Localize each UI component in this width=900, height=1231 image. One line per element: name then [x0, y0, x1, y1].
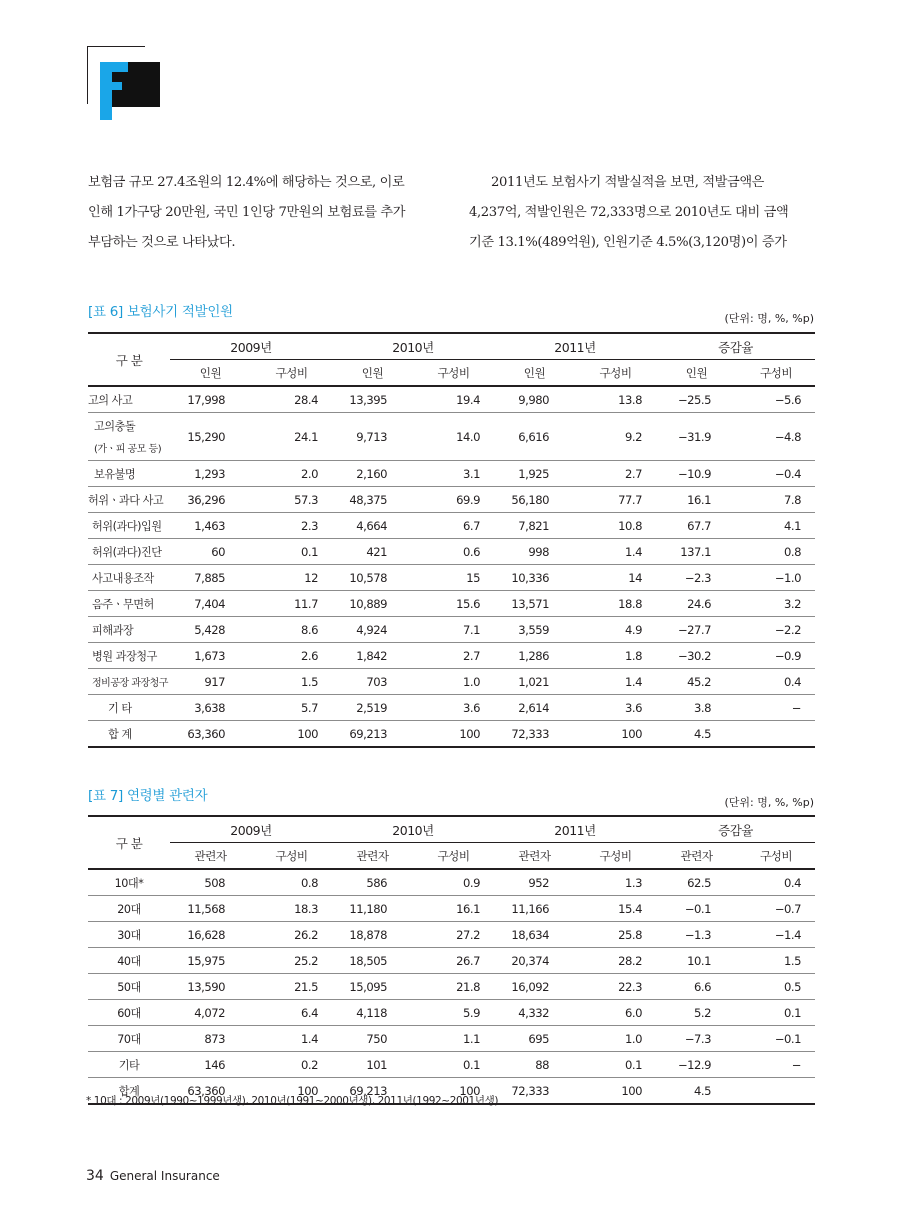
table-cell: 1.3	[575, 869, 656, 896]
group-header: 2010년	[332, 816, 494, 843]
table-cell: 10,578	[332, 565, 413, 591]
table-cell: 3.8	[656, 695, 737, 721]
row-label	[88, 413, 170, 461]
table-cell: 12	[251, 565, 332, 591]
table-cell	[737, 1078, 815, 1105]
table-row	[88, 974, 815, 1000]
table-cell: 15	[413, 565, 494, 591]
table-cell: 0.2	[251, 1052, 332, 1078]
table-cell: 5.2	[656, 1000, 737, 1026]
row-label	[88, 896, 170, 922]
page-number: 34	[86, 1168, 104, 1184]
table-cell: 22.3	[575, 974, 656, 1000]
column-header: 구성비	[737, 843, 815, 870]
row-label	[88, 948, 170, 974]
table-cell: 77.7	[575, 487, 656, 513]
table-cell: 62.5	[656, 869, 737, 896]
row-label-text: 피해과장	[92, 623, 134, 637]
table-cell: 4,664	[332, 513, 413, 539]
row-label-text: 보유불명	[94, 467, 136, 481]
table-cell: 8.6	[251, 617, 332, 643]
table-cell: 4,924	[332, 617, 413, 643]
row-label-text: 40대	[117, 954, 141, 968]
column-header: 인원	[494, 360, 575, 387]
table-cell: 4,118	[332, 1000, 413, 1026]
table-cell: 17,998	[170, 386, 251, 413]
table-cell: 11.7	[251, 591, 332, 617]
table-row	[88, 461, 815, 487]
table-cell: 7.8	[737, 487, 815, 513]
table-cell: 16,092	[494, 974, 575, 1000]
group-header: 2009년	[170, 333, 332, 360]
table-cell: 2.6	[251, 643, 332, 669]
row-label	[88, 869, 170, 896]
table-cell: 100	[413, 721, 494, 748]
table-cell: −7.3	[656, 1026, 737, 1052]
table6	[88, 332, 815, 748]
column-header: 구성비	[251, 360, 332, 387]
table-cell: 2,614	[494, 695, 575, 721]
table-cell: 20,374	[494, 948, 575, 974]
table-row	[88, 513, 815, 539]
table-cell: 67.7	[656, 513, 737, 539]
row-label	[88, 1026, 170, 1052]
row-label	[88, 669, 170, 695]
table-cell: 11,180	[332, 896, 413, 922]
table-row	[88, 487, 815, 513]
logo-frame-top	[87, 46, 145, 47]
group-header: 2010년	[332, 333, 494, 360]
row-label-text: 정비공장 과장청구	[92, 678, 168, 689]
table-row	[88, 896, 815, 922]
row-label-text: 30대	[117, 928, 141, 942]
table-cell: 0.1	[575, 1052, 656, 1078]
table-cell: 508	[170, 869, 251, 896]
table6-caption: [표 6] 보험사기 적발인원	[88, 304, 233, 320]
table-cell: 3.1	[413, 461, 494, 487]
table-cell: −25.5	[656, 386, 737, 413]
table-cell: 6.0	[575, 1000, 656, 1026]
column-header: 구성비	[737, 360, 815, 387]
table-cell: −12.9	[656, 1052, 737, 1078]
table-cell	[737, 721, 815, 748]
table-cell: 100	[575, 1078, 656, 1105]
table-cell: 15.6	[413, 591, 494, 617]
table-row	[88, 1026, 815, 1052]
table-cell: 1.1	[413, 1026, 494, 1052]
table-cell: 16.1	[656, 487, 737, 513]
row-label	[88, 1000, 170, 1026]
table-cell: 1,925	[494, 461, 575, 487]
table-row	[88, 948, 815, 974]
row-label	[88, 974, 170, 1000]
text-line: 기준 13.1%(489억원), 인원기준 4.5%(3,120명)이 증가	[469, 235, 787, 250]
table-cell: 2.3	[251, 513, 332, 539]
table-cell: −0.7	[737, 896, 815, 922]
row-label	[88, 695, 170, 721]
column-header: 구성비	[575, 843, 656, 870]
table-cell: 21.8	[413, 974, 494, 1000]
table-cell: 63,360	[170, 721, 251, 748]
table-cell: 100	[413, 1078, 494, 1105]
table-cell: 2.0	[251, 461, 332, 487]
table-cell: −0.9	[737, 643, 815, 669]
table-cell: 5,428	[170, 617, 251, 643]
table-cell: 1.5	[737, 948, 815, 974]
table-row	[88, 1000, 815, 1026]
table-cell: 1.5	[251, 669, 332, 695]
table-cell: 72,333	[494, 1078, 575, 1105]
table-cell: 4.1	[737, 513, 815, 539]
row-label-text: 허위ㆍ과다 사고	[88, 493, 164, 507]
table-cell: −1.4	[737, 922, 815, 948]
table-cell: 998	[494, 539, 575, 565]
group-header: 2011년	[494, 816, 656, 843]
table-cell: 60	[170, 539, 251, 565]
table-cell: 57.3	[251, 487, 332, 513]
group-header: 2009년	[170, 816, 332, 843]
table-row	[88, 1052, 815, 1078]
table-cell: 10,336	[494, 565, 575, 591]
column-header: 인원	[332, 360, 413, 387]
table-cell: 7,404	[170, 591, 251, 617]
table-cell: 26.2	[251, 922, 332, 948]
table-row	[88, 413, 815, 461]
logo-frame-left	[87, 46, 88, 104]
table-cell: 36,296	[170, 487, 251, 513]
table-cell: 1.0	[413, 669, 494, 695]
table-cell: 586	[332, 869, 413, 896]
table-cell: 11,568	[170, 896, 251, 922]
column-header: 인원	[170, 360, 251, 387]
table-cell: 952	[494, 869, 575, 896]
table-cell: 0.6	[413, 539, 494, 565]
table-row	[88, 922, 815, 948]
table-cell: 1,463	[170, 513, 251, 539]
table-cell: 28.4	[251, 386, 332, 413]
table-cell: 9,713	[332, 413, 413, 461]
row-label-text: 50대	[117, 980, 141, 994]
table-cell: −0.1	[656, 896, 737, 922]
table-cell: 27.2	[413, 922, 494, 948]
table-cell: 750	[332, 1026, 413, 1052]
table-row	[88, 695, 815, 721]
table-cell: 48,375	[332, 487, 413, 513]
text-line: 부담하는 것으로 나타났다.	[88, 235, 236, 250]
table-cell: 0.1	[737, 1000, 815, 1026]
table-cell: 1.4	[575, 669, 656, 695]
row-label-text: 합 계	[108, 727, 132, 741]
table-cell: 72,333	[494, 721, 575, 748]
table-cell: 13,571	[494, 591, 575, 617]
table-cell: 1,021	[494, 669, 575, 695]
table6-unit: (단위: 명, %, %p)	[724, 312, 814, 325]
column-header: 인원	[656, 360, 737, 387]
table-cell: −1.0	[737, 565, 815, 591]
column-header: 구성비	[413, 843, 494, 870]
table-cell: 63,360	[170, 1078, 251, 1105]
text-line: 2011년도 보험사기 적발실적을 보면, 적발금액은	[491, 175, 765, 190]
table-cell: −10.9	[656, 461, 737, 487]
table-cell: 100	[251, 721, 332, 748]
table-cell: 18,505	[332, 948, 413, 974]
table-cell: 28.2	[575, 948, 656, 974]
row-label-text: 20대	[117, 902, 141, 916]
table-cell: 2.7	[575, 461, 656, 487]
table-cell: 1.8	[575, 643, 656, 669]
row-label-text: 허위(과다)입원	[92, 519, 162, 533]
row-label	[88, 617, 170, 643]
table-cell: 10,889	[332, 591, 413, 617]
row-label	[88, 565, 170, 591]
table-cell: 25.8	[575, 922, 656, 948]
table-cell: 1,293	[170, 461, 251, 487]
table-cell: −5.6	[737, 386, 815, 413]
row-header: 구 분	[88, 816, 170, 869]
row-label	[88, 513, 170, 539]
table-cell: 101	[332, 1052, 413, 1078]
row-label-text: 60대	[117, 1006, 141, 1020]
table-row	[88, 591, 815, 617]
group-header: 2011년	[494, 333, 656, 360]
table-cell: 9.2	[575, 413, 656, 461]
table-row	[88, 643, 815, 669]
table7-unit: (단위: 명, %, %p)	[724, 796, 814, 809]
table-cell: 1.0	[575, 1026, 656, 1052]
text-line: 4,237억, 적발인원은 72,333명으로 2010년도 대비 금액	[469, 205, 789, 220]
row-label-text: 기 타	[108, 701, 132, 715]
table-cell: 10.8	[575, 513, 656, 539]
table-cell: −	[737, 1052, 815, 1078]
table-cell: 18,634	[494, 922, 575, 948]
table-cell: 18.8	[575, 591, 656, 617]
table-cell: −1.3	[656, 922, 737, 948]
table-row	[88, 539, 815, 565]
table-cell: 45.2	[656, 669, 737, 695]
row-label	[88, 487, 170, 513]
table-cell: −	[737, 695, 815, 721]
table-cell: 16.1	[413, 896, 494, 922]
table-cell: 15.4	[575, 896, 656, 922]
row-label	[88, 591, 170, 617]
table-cell: 1,673	[170, 643, 251, 669]
table-cell: 0.9	[413, 869, 494, 896]
table-cell: 21.5	[251, 974, 332, 1000]
table-cell: −27.7	[656, 617, 737, 643]
table-cell: 18.3	[251, 896, 332, 922]
column-header: 구성비	[413, 360, 494, 387]
table-cell: 13,395	[332, 386, 413, 413]
table-cell: 0.8	[737, 539, 815, 565]
row-label-subtext: (가ㆍ피 공모 등)	[94, 444, 162, 455]
table-cell: 6.4	[251, 1000, 332, 1026]
row-label	[88, 922, 170, 948]
row-label-text: 기타	[118, 1058, 140, 1072]
table-cell: 100	[575, 721, 656, 748]
table-cell: 0.4	[737, 669, 815, 695]
table-row	[88, 869, 815, 896]
table-cell: 3,638	[170, 695, 251, 721]
table-cell: 4,072	[170, 1000, 251, 1026]
focus-logo	[87, 46, 162, 121]
table-cell: 5.7	[251, 695, 332, 721]
table-cell: 6.6	[656, 974, 737, 1000]
table-cell: −31.9	[656, 413, 737, 461]
table-cell: 3.6	[413, 695, 494, 721]
table-cell: −2.2	[737, 617, 815, 643]
table-cell: 1,286	[494, 643, 575, 669]
table-cell: 69,213	[332, 1078, 413, 1105]
publication-title: General Insurance	[109, 1169, 220, 1183]
table-cell: 15,975	[170, 948, 251, 974]
table-cell: 7,821	[494, 513, 575, 539]
row-label-text: 고의충돌	[94, 420, 136, 433]
column-header: 구성비	[251, 843, 332, 870]
table-cell: 13,590	[170, 974, 251, 1000]
table-cell: 0.4	[737, 869, 815, 896]
table-cell: 3.2	[737, 591, 815, 617]
table-cell: 69,213	[332, 721, 413, 748]
table-cell: 695	[494, 1026, 575, 1052]
body-text-left	[88, 168, 440, 258]
body-text-right	[469, 168, 814, 258]
table-cell: 703	[332, 669, 413, 695]
table-cell: 6.7	[413, 513, 494, 539]
table-cell: 4,332	[494, 1000, 575, 1026]
row-label	[88, 1052, 170, 1078]
table-cell: 11,166	[494, 896, 575, 922]
table-row	[88, 617, 815, 643]
table-cell: 6,616	[494, 413, 575, 461]
column-header: 구성비	[575, 360, 656, 387]
table-cell: 15,095	[332, 974, 413, 1000]
table-cell: 137.1	[656, 539, 737, 565]
table-cell: −0.4	[737, 461, 815, 487]
row-label-text: 음주ㆍ무면허	[92, 597, 154, 611]
table-cell: 56,180	[494, 487, 575, 513]
row-label-text: 10대*	[114, 876, 144, 890]
row-label-text: 병원 과장청구	[92, 649, 157, 663]
table-cell: 4.5	[656, 721, 737, 748]
table-cell: −0.1	[737, 1026, 815, 1052]
table7-caption: [표 7] 연령별 관련자	[88, 788, 208, 804]
table-cell: 4.9	[575, 617, 656, 643]
table-cell: 3.6	[575, 695, 656, 721]
column-header: 관련자	[494, 843, 575, 870]
row-label-text: 고의 사고	[88, 393, 133, 407]
table-cell: 2,160	[332, 461, 413, 487]
table-cell: 24.1	[251, 413, 332, 461]
table-cell: 146	[170, 1052, 251, 1078]
group-header: 증감율	[656, 333, 815, 360]
row-label	[88, 461, 170, 487]
table-cell: 13.8	[575, 386, 656, 413]
table-cell: 10.1	[656, 948, 737, 974]
table-cell: −2.3	[656, 565, 737, 591]
table-row	[88, 669, 815, 695]
page-footer	[86, 1168, 220, 1184]
row-label	[88, 386, 170, 413]
column-header: 관련자	[170, 843, 251, 870]
row-label	[88, 643, 170, 669]
table-cell: 0.1	[413, 1052, 494, 1078]
table-row	[88, 386, 815, 413]
table-cell: 5.9	[413, 1000, 494, 1026]
table-cell: 0.1	[251, 539, 332, 565]
table7	[88, 815, 815, 1105]
table-cell: −30.2	[656, 643, 737, 669]
logo-letter-f-top	[100, 62, 128, 72]
table-cell: 2,519	[332, 695, 413, 721]
table-cell: 7,885	[170, 565, 251, 591]
logo-letter-f-mid	[100, 82, 122, 90]
table-cell: −4.8	[737, 413, 815, 461]
table-cell: 25.2	[251, 948, 332, 974]
row-label	[88, 539, 170, 565]
table-cell: 3,559	[494, 617, 575, 643]
row-label	[88, 721, 170, 748]
table-cell: 4.5	[656, 1078, 737, 1105]
table-cell: 26.7	[413, 948, 494, 974]
table-cell: 15,290	[170, 413, 251, 461]
table-cell: 24.6	[656, 591, 737, 617]
logo-word: ocus	[113, 104, 145, 118]
column-header: 관련자	[332, 843, 413, 870]
table-cell: 0.8	[251, 869, 332, 896]
table-cell: 1,842	[332, 643, 413, 669]
table-cell: 9,980	[494, 386, 575, 413]
column-header: 관련자	[656, 843, 737, 870]
text-line: 인해 1가구당 20만원, 국민 1인당 7만원의 보험료를 추가	[88, 205, 406, 220]
row-header: 구 분	[88, 333, 170, 386]
table-cell: 2.7	[413, 643, 494, 669]
table-row	[88, 721, 815, 748]
table-row	[88, 565, 815, 591]
table-cell: 18,878	[332, 922, 413, 948]
table-cell: 1.4	[251, 1026, 332, 1052]
group-header: 증감율	[656, 816, 815, 843]
row-label-text: 사고내용조작	[92, 571, 154, 585]
table-cell: 19.4	[413, 386, 494, 413]
table-cell: 421	[332, 539, 413, 565]
table-cell: 14.0	[413, 413, 494, 461]
text-line: 보험금 규모 27.4조원의 12.4%에 해당하는 것으로, 이로	[88, 175, 405, 190]
row-label-text: 70대	[117, 1032, 141, 1046]
table-cell: 100	[251, 1078, 332, 1105]
table7-footnote: * 10대 : 2009년(1990~1999년생), 2010년(1991~2000년생), 2011년(1992~2001년생)	[86, 1095, 499, 1107]
row-label-text: 허위(과다)진단	[92, 545, 162, 559]
table-cell: 16,628	[170, 922, 251, 948]
table-cell: 7.1	[413, 617, 494, 643]
row-label-text: 합계	[118, 1084, 140, 1098]
table-cell: 14	[575, 565, 656, 591]
table-cell: 69.9	[413, 487, 494, 513]
table-cell: 88	[494, 1052, 575, 1078]
table-cell: 1.4	[575, 539, 656, 565]
table-cell: 0.5	[737, 974, 815, 1000]
table-cell: 917	[170, 669, 251, 695]
table-cell: 873	[170, 1026, 251, 1052]
